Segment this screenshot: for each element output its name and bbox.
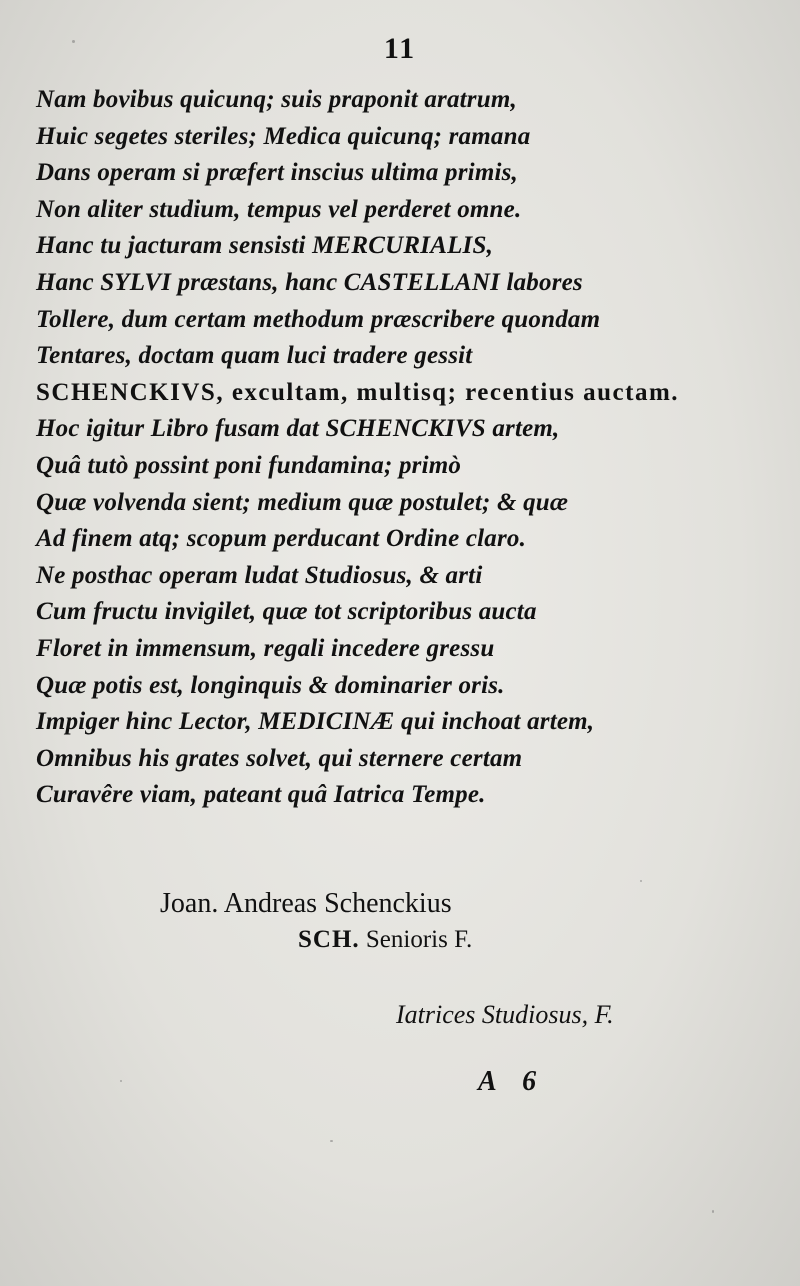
verse-line: Quæ volvenda sient; medium quæ postulet; & quæ <box>36 488 569 516</box>
paper-speck <box>712 1210 714 1213</box>
verse-line: Hanc SYLVI præstans, hanc CASTELLANI labores <box>36 268 583 296</box>
verse-line: Tentares, doctam quam luci tradere gessit <box>36 342 473 370</box>
father-abbreviation: SCH. <box>298 926 360 953</box>
verse-line: Hoc igitur Libro fusam dat SCHENCKIVS artem, <box>36 415 560 443</box>
paper-speck <box>330 1140 333 1142</box>
verse-line: Omnibus his grates solvet, qui sternere certam <box>36 744 523 772</box>
page-number: 11 <box>383 32 417 65</box>
author-role: Iatrices Studiosus, F. <box>396 1000 614 1029</box>
paper-speck <box>72 40 75 43</box>
verse-line: Floret in immensum, regali incedere gressu <box>36 634 495 662</box>
verse-line: Nam bovibus quicunq; suis praponit aratrum, <box>36 86 517 113</box>
paper-speck <box>640 880 642 882</box>
verse-line: SCHENCKIVS, excultam, multisq; recentius auctam. <box>36 378 680 406</box>
verse-line: Curavêre viam, pateant quâ Iatrica Tempe. <box>36 781 486 809</box>
verse-line: Ad finem atq; scopum perducant Ordine claro. <box>36 525 527 553</box>
father-designation: Senioris F. <box>365 926 473 953</box>
verse-line: Quâ tutò possint poni fundamina; primò <box>36 451 462 479</box>
verse-line: Quæ potis est, longinquis & dominarier oris. <box>36 671 505 699</box>
verse-line: Tollere, dum certam methodum præscribere quondam <box>36 305 601 333</box>
paper-speck <box>120 1080 122 1082</box>
verse-line: Hanc tu jacturam sensisti MERCURIALIS, <box>36 232 494 260</box>
author-name: Joan. Andreas Schenckius <box>160 888 452 919</box>
verse-line: Huic segetes steriles; Medica quicunq; ramana <box>36 122 531 150</box>
author-father <box>298 926 472 954</box>
poem-text <box>36 82 776 814</box>
verse-line: Ne posthac operam ludat Studiosus, & arti <box>36 561 483 589</box>
verse-line: Non aliter studium, tempus vel perderet omne. <box>36 195 522 223</box>
verse-line: Impiger hinc Lector, MEDICINÆ qui inchoat artem, <box>36 708 595 736</box>
verse-line: Cum fructu invigilet, quæ tot scriptoribus aucta <box>36 598 537 626</box>
signature-mark: A 6 <box>478 1066 547 1097</box>
verse-line: Dans operam si præfert inscius ultima primis, <box>36 159 518 187</box>
